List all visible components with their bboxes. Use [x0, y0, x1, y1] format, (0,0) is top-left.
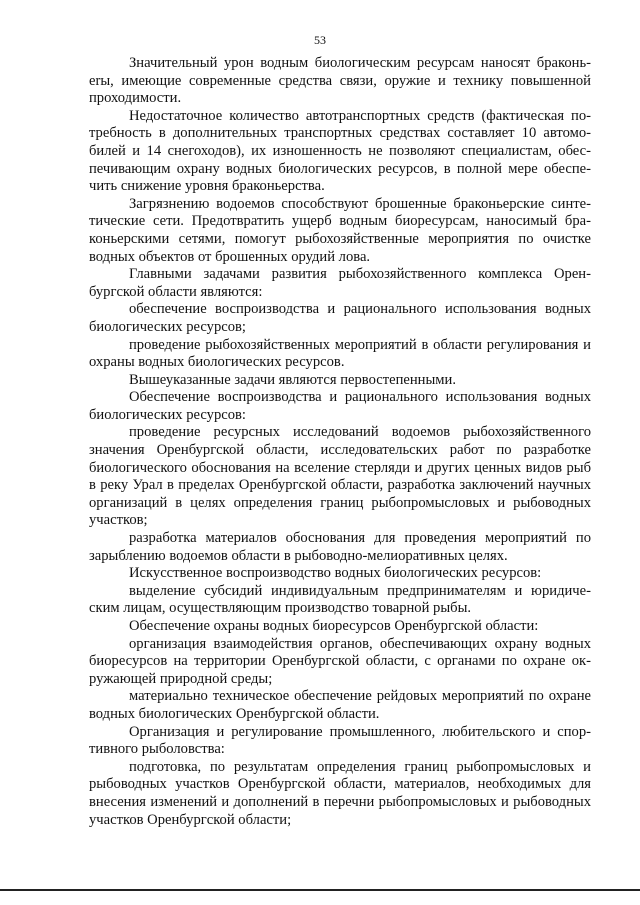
paragraph: Главными задачами развития рыбохозяйственного комплекса Оренбургской области являются: — [89, 266, 591, 300]
paragraph: Значительный урон водным биологическим ресурсам наносят браконьerы, имеющие современные средства связи, оружие и технику повышенной проходимости. — [89, 55, 591, 107]
paragraph: Организация и регулирование промышленного, любительского и спортивного рыболовства: — [89, 723, 591, 758]
paragraph: разработка материалов обоснования для проведения мероприятий по зарыблению водоемов области в рыбоводно-мелиоративных целях. — [89, 530, 591, 564]
paragraph: Загрязнению водоемов способствуют брошенные браконьерские синтетические сети. Предотвратить ущерб водным биоресурсам, наносимый браконьерскими сетями, помогут рыбохозяйственные мероприятия по очистке водных объектов от брошенных орудий лова. — [89, 195, 591, 265]
paragraph: Обеспечение воспроизводства и рационального использования водных биологических ресурсов: — [89, 389, 591, 423]
scan-edge-line — [0, 889, 640, 891]
paragraph: Вышеуказанные задачи являются первостепенными. — [129, 371, 456, 388]
page-number: 53 — [314, 33, 326, 47]
paragraph: Искусственное воспроизводство водных биологических ресурсов: — [129, 565, 542, 582]
paragraph: проведение ресурсных исследований водоемов рыбохозяйственного значения Оренбургской области, исследовательских работ по разработке биологического обоснования на вселение стерляди и других ценных видов рыб в реку Урал в пределах Оренбургской области, разработка заключений научных организаций в целях определения границ рыбопромысловых и рыбоводных участков; — [89, 424, 591, 529]
paragraph: обеспечение воспроизводства и рационального использования водных биологических ресурсов; — [89, 301, 591, 335]
paragraph: подготовка, по результатам определения границ рыбопромысловых и рыбоводных участков Оренбургской области, материалов, необходимых для внесения изменений и дополнений в перечни рыбопромысловых и рыбоводных участков Оренбургской области; — [89, 758, 591, 828]
paragraph: проведение рыбохозяйственных мероприятий в области регулирования и охраны водных биологических ресурсов. — [89, 336, 591, 371]
paragraph: Обеспечение охраны водных биоресурсов Оренбургской области: — [129, 618, 539, 634]
body-text — [89, 55, 591, 829]
paragraph: Недостаточное количество автотранспортных средств (фактическая потребность в дополнительных транспортных средствах составляет 10 автомобилей и 14 снегоходов), их изношенность не позволяют специалистам, обеспечивающим охрану водных биологических ресурсов, в полной мере обеспечить снижение уровня браконьерства. — [89, 107, 591, 195]
paragraph: выделение субсидий индивидуальным предпринимателям и юридическим лицам, осуществляющим производство товарной рыбы. — [89, 582, 591, 617]
paragraph: организация взаимодействия органов, обеспечивающих охрану водных биоресурсов на территории Оренбургской области, с органами по охране окружающей природной среды; — [89, 635, 591, 687]
paragraph: материально техническое обеспечение рейдовых мероприятий по охране водных биологических Оренбургской области. — [89, 688, 591, 722]
